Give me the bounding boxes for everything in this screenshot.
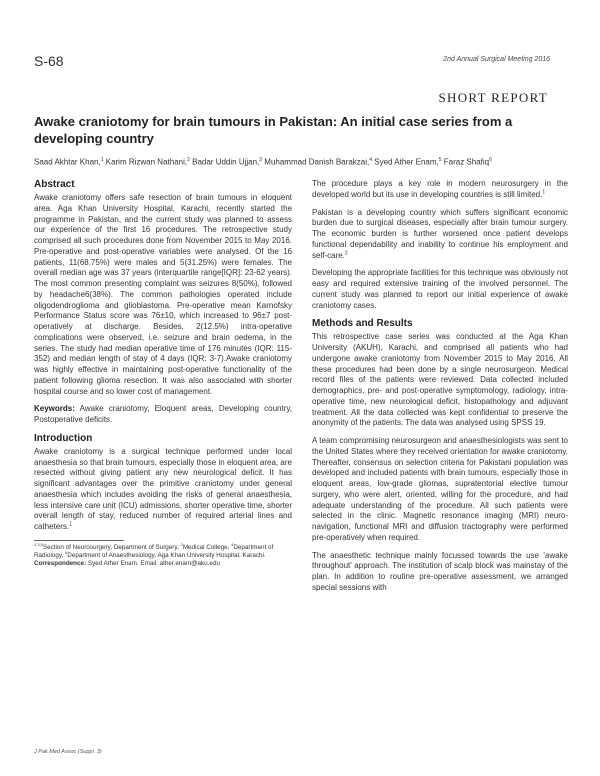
left-column: [34, 179, 292, 568]
footnote-mark: 4: [231, 541, 234, 547]
paragraph: A team compromising neurosurgeon and anaesthesiologists was sent to the United States where they received orientation for awake craniotomy. Thereafter, consensus on selection criteria for Pakistani population was developed and included patients with brain tumours, especially those in eloquent areas, low-grade gliomas, supratentorial elective tumour surgery, who were alert, oriented, willing for the procedure, and had adequate understanding of the procedure. All such patients were selected in the clinic. Magnetic resonance imaging (MRI) neuro-navigation, functional MRI and diffusion tractography were performed pre-operatively when required.: [312, 436, 568, 542]
citation-mark: 1: [69, 521, 72, 528]
introduction-heading: Introduction: [34, 432, 93, 444]
article-title: Awake craniotomy for brain tumours in Pakistan: An initial case series from a developing country: [34, 114, 513, 146]
author-affiliation-mark: 5: [438, 157, 442, 163]
footnote-text: Department of Radiology,: [34, 543, 274, 559]
keywords-label: Keywords:: [34, 404, 75, 414]
keywords: [34, 404, 292, 426]
page-number: S-68: [34, 53, 64, 69]
author-affiliation-mark: 6: [489, 157, 492, 163]
paragraph: [312, 179, 568, 201]
author-name: Saad Akhtar Khan,: [34, 157, 101, 167]
footnote-mark: 1,3,5: [34, 541, 43, 547]
footnote-text: Medical College,: [182, 543, 230, 551]
footnote-text: Department of Anaesthesiology, Aga Khan University Hospital, Karachi.: [67, 551, 266, 559]
author-affiliation-mark: 3: [259, 157, 263, 163]
paragraph: The anaesthetic technique mainly focussed towards the use 'awake throughout' approach. The institution of scalp block was mainstay of the plan. In addition to routine pre-operative assessment, we arranged special sessions with: [312, 550, 568, 592]
author-affiliation-mark: 1: [100, 157, 104, 163]
introduction-text: [34, 447, 292, 533]
right-column: [312, 179, 568, 601]
introduction-body: Awake craniotomy is a surgical technique performed under local anaesthesia so that brain tumours, especially those in eloquent area, are resected without giving patient any new neurological deficit. It has significant advantages over the primitive craniotomy under general anaesthesia which includes avoiding the risks of general anaesthesia, less intensive care unit (ICU) admissions, shorter operative time, shorter overall length of stay, reduced number of required arterial lines and catheters.: [34, 446, 292, 531]
author-affiliation-mark: 4: [369, 157, 373, 163]
citation-mark: 2: [344, 249, 348, 256]
author-list: [34, 155, 564, 168]
footnote-mark: 6: [65, 549, 68, 555]
author-name: Badar Uddin Ujjan,: [192, 157, 260, 167]
paragraph: This retrospective case series was conducted at the Aga Khan University (AKUH), Karachi, and comprised all patients who had undergone awake craniotomy from November 2015 to May 2016. All these procedures had been done by a single neurosurgeon. Medical record files of the patients were reviewed. Data collected included demographics, pre- and post-operative symptomology, radiology, intra-operative time, new neurological deficit, histopathology and adjuvant treatment. All the data collected was kept confidential to preserve the anonymity of the patients. The data was analysed using SPSS 19.: [312, 332, 568, 428]
abstract-heading: Abstract: [34, 179, 75, 190]
methods-heading: Methods and Results: [312, 318, 413, 330]
author-name: Faraz Shafiq: [443, 157, 490, 167]
keywords-list: Awake craniotomy, Eloquent areas, Developing country, Postoperative deficits.: [34, 404, 292, 424]
section-label: SHORT REPORT: [438, 90, 548, 105]
footnote-text: Section of Neurosurgery, Department of Surgery,: [42, 543, 179, 551]
abstract-text: Awake craniotomy offers safe resection of brain tumours in eloquent area. Aga Khan University Hospital, Karachi, recently started the programme in Pakistan, and the current study was planned to assess our experience of the first 16 procedures. The retrospective study comprised all such procedures done from November 2015 to May 2016. Pre-operative and post-operative variables were analysed. Of the 16 patients, 11(68.75%) were males and 5(31.25%) were females. The overall median age was 37 years (interquartile range[IQR]: 23-62 years). The most common presenting complaint was seizures 8(50%), followed by headache6(38%). The common pathologies operated include oligodendroglioma and glioblastoma. Pre-operative mean Karnofsky Performance Status score was 76±10, which increased to 96±7 post-operatively at discharge. Besides, 2(12.5%) intra-operative complications were observed, i.e. seizure and brain oedema, in the series. The study had median operative time of 176 minutes (IQR: 115-352) and median length of stay of 4 days (IQR: 3-7).Awake craniotomy was highly effective in maintaining post-operative functionality of the patient following glioma resection. It was also associated with shorter hospital course and so lower cost of management.: [34, 193, 292, 396]
correspondence-label: Correspondence:: [34, 560, 87, 568]
correspondence-footnote: [34, 560, 292, 568]
paragraph-text: The procedure plays a key role in modern neurosurgery in the developed world but its use in developing countries is still limited.: [312, 179, 568, 199]
running-head: 2nd Annual Surgical Meeting 2016: [443, 56, 550, 63]
author-name: Karim Rizwan Nathani,: [105, 157, 188, 167]
author-name: Muhammad Danish Barakzai,: [264, 157, 370, 167]
author-name: Syed Ather Enam,: [374, 157, 439, 167]
paragraph: Developing the appropriate facilities for this technique was obviously not easy and required extensive training of the involved personnel. The current study was planned to report our initial experience of awake craniotomy cases.: [312, 268, 568, 310]
author-affiliation-mark: 2: [187, 157, 190, 163]
affiliation-footnote: [34, 541, 292, 560]
footnote-divider: [34, 540, 124, 541]
paragraph: [312, 208, 568, 262]
paragraph-text: Pakistan is a developing country which suffers significant economic burden due to surgical diseases, especially after brain tumour surgery. The economic burden is further worsened once patient develops functional dependability and inability to continue his employment and self-care.: [312, 207, 568, 260]
citation-mark: 1: [542, 189, 546, 196]
footnote-mark: 2: [180, 541, 183, 547]
correspondence-text: Syed Ather Enam. Email: ather.enam@aku.edu: [86, 560, 220, 568]
journal-footer: J Pak Med Assoc (Suppl. 3): [34, 749, 102, 755]
